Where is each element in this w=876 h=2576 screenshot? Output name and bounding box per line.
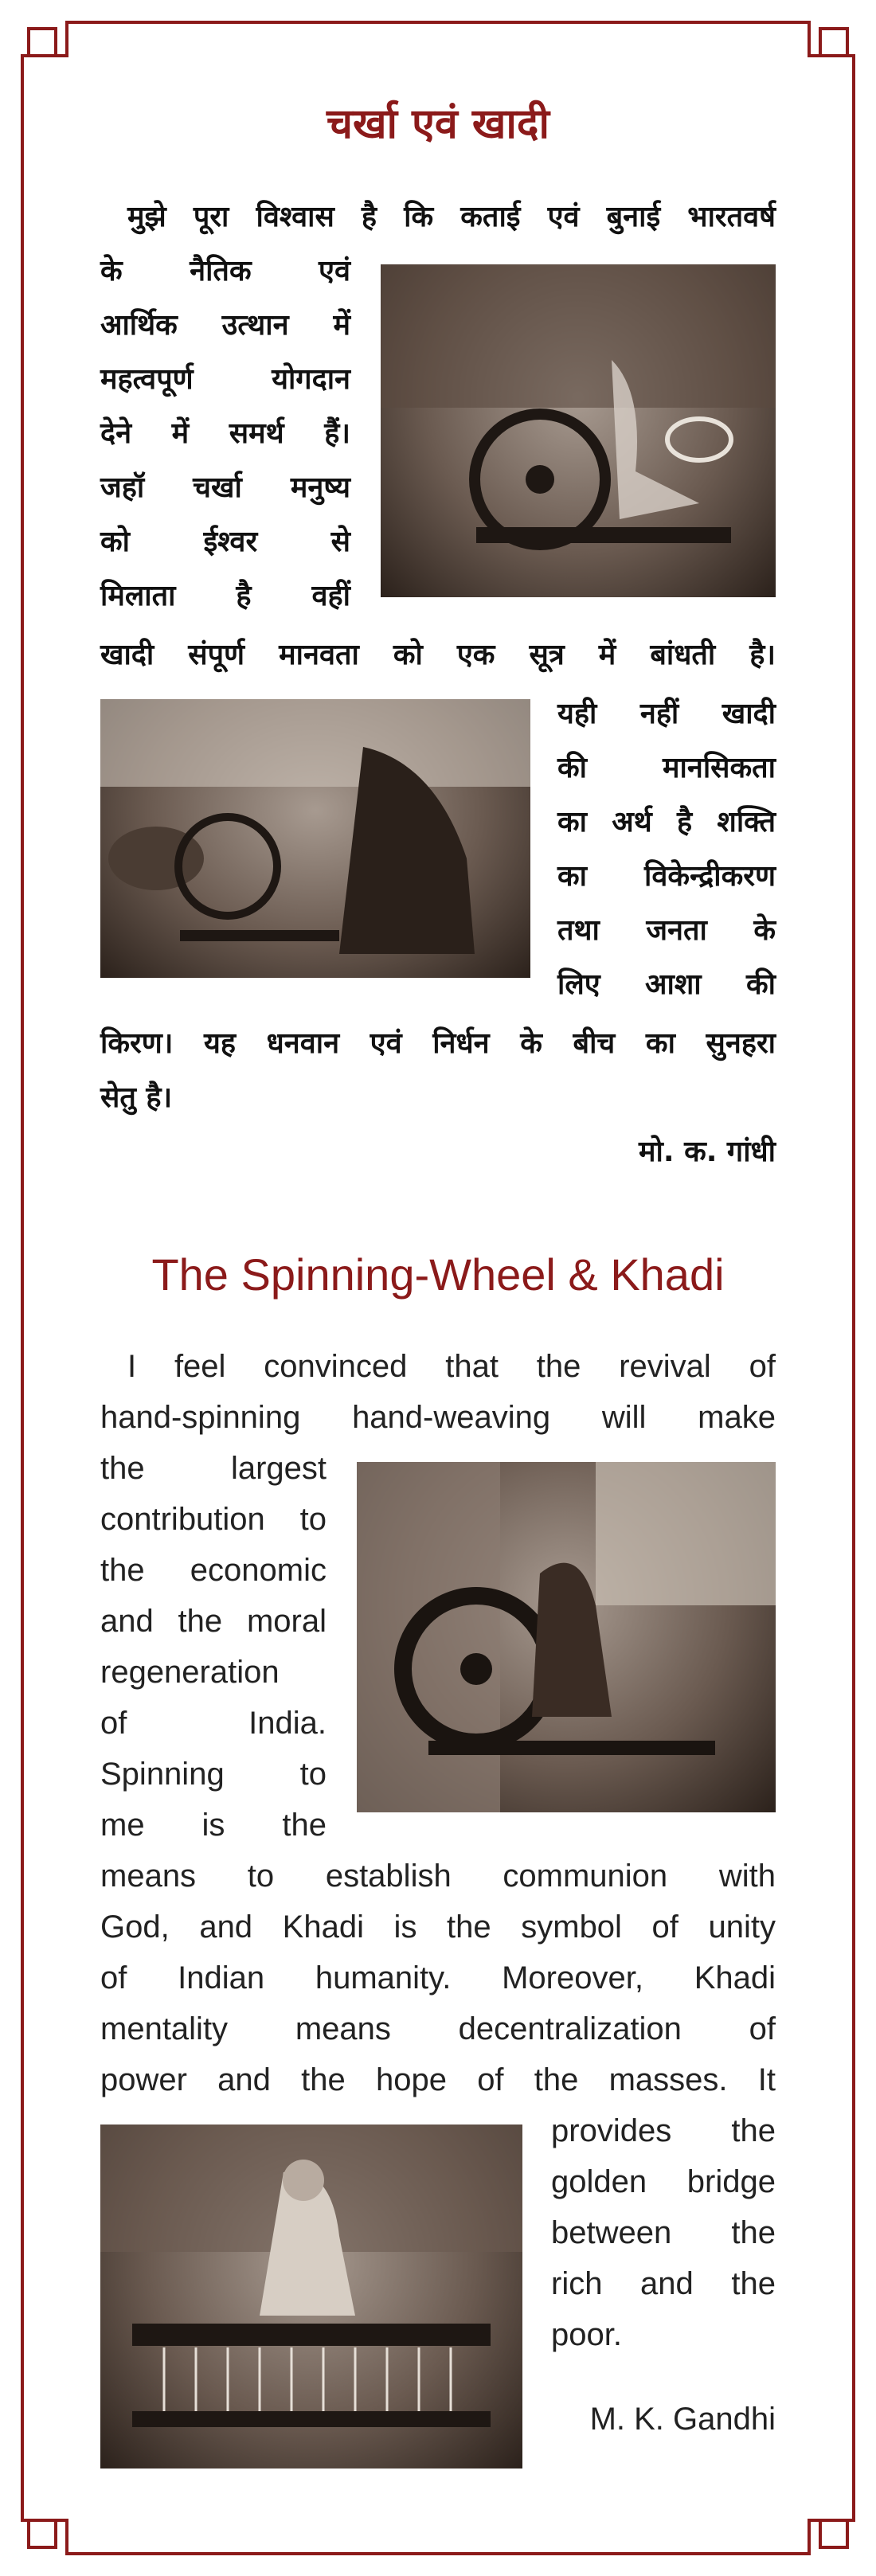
hindi-line: का विकेन्द्रीकरण xyxy=(557,860,776,893)
english-line: and the moral xyxy=(100,1604,327,1639)
english-line: the largest xyxy=(100,1451,327,1486)
english-line: of India. xyxy=(100,1706,327,1741)
hindi-line: तथा जनता के xyxy=(557,914,776,947)
hindi-line: का अर्थ है शक्ति xyxy=(557,806,776,838)
english-title: The Spinning-Wheel & Khadi xyxy=(151,1249,725,1300)
man-weaving-loom-photo xyxy=(100,2125,522,2469)
english-line: me is the xyxy=(100,1808,327,1843)
english-line: God, and Khadi is the symbol of unity xyxy=(100,1910,776,1945)
woman-spinning-charkha-photo xyxy=(381,264,776,597)
english-line: golden bridge xyxy=(551,2164,776,2199)
english-line: hand-spinning hand-weaving will make xyxy=(100,1400,776,1435)
english-line: of Indian humanity. Moreover, Khadi xyxy=(100,1960,776,1996)
english-line: poor. xyxy=(551,2317,622,2352)
hindi-line: की मानसिकता xyxy=(557,752,776,784)
english-line: rich and the xyxy=(551,2266,776,2301)
hindi-line: को ईश्वर से xyxy=(100,526,350,558)
english-line: mentality means decentralization of xyxy=(100,2011,776,2046)
english-line: means to establish communion with xyxy=(100,1859,776,1894)
english-line: regeneration xyxy=(100,1655,280,1690)
hindi-line: किरण। यह धनवान एवं निर्धन के बीच का सुनहरा xyxy=(100,1027,776,1060)
english-line: between the xyxy=(551,2215,776,2250)
english-signature: M. K. Gandhi xyxy=(589,2402,776,2437)
hindi-line: मिलाता है वहीं xyxy=(100,580,350,612)
english-line: contribution to xyxy=(100,1502,327,1537)
hindi-line: जहॉ चर्खा मनुष्य xyxy=(100,471,350,504)
english-line: Spinning to xyxy=(100,1757,327,1792)
hindi-line: यही नहीं खादी xyxy=(557,698,776,730)
hindi-line: सेतु है। xyxy=(100,1081,173,1114)
hindi-title: चर्खा एवं खादी xyxy=(327,100,549,148)
english-line: provides the xyxy=(551,2113,776,2148)
hindi-signature: मो. क. गांधी xyxy=(639,1136,776,1168)
hindi-line: खादी संपूर्ण मानवता को एक सूत्र में बांधती है। xyxy=(100,639,776,671)
english-line: the economic xyxy=(100,1553,327,1588)
woman-spinning-with-goat-photo xyxy=(100,699,530,978)
man-spinning-charkha-photo xyxy=(357,1462,776,1812)
hindi-line: महत्वपूर्ण योगदान xyxy=(100,363,350,396)
english-line: I feel convinced that the revival of xyxy=(127,1349,776,1384)
hindi-line: मुझे पूरा विश्वास है कि कताई एवं बुनाई भारतवर्ष xyxy=(127,201,776,233)
hindi-line: लिए आशा की xyxy=(557,968,776,1001)
hindi-line: देने में समर्थ हैं। xyxy=(100,417,350,450)
hindi-line: के नैतिक एवं xyxy=(100,255,350,287)
hindi-line: आर्थिक उत्थान में xyxy=(100,309,350,342)
english-line: power and the hope of the masses. It xyxy=(100,2062,776,2097)
